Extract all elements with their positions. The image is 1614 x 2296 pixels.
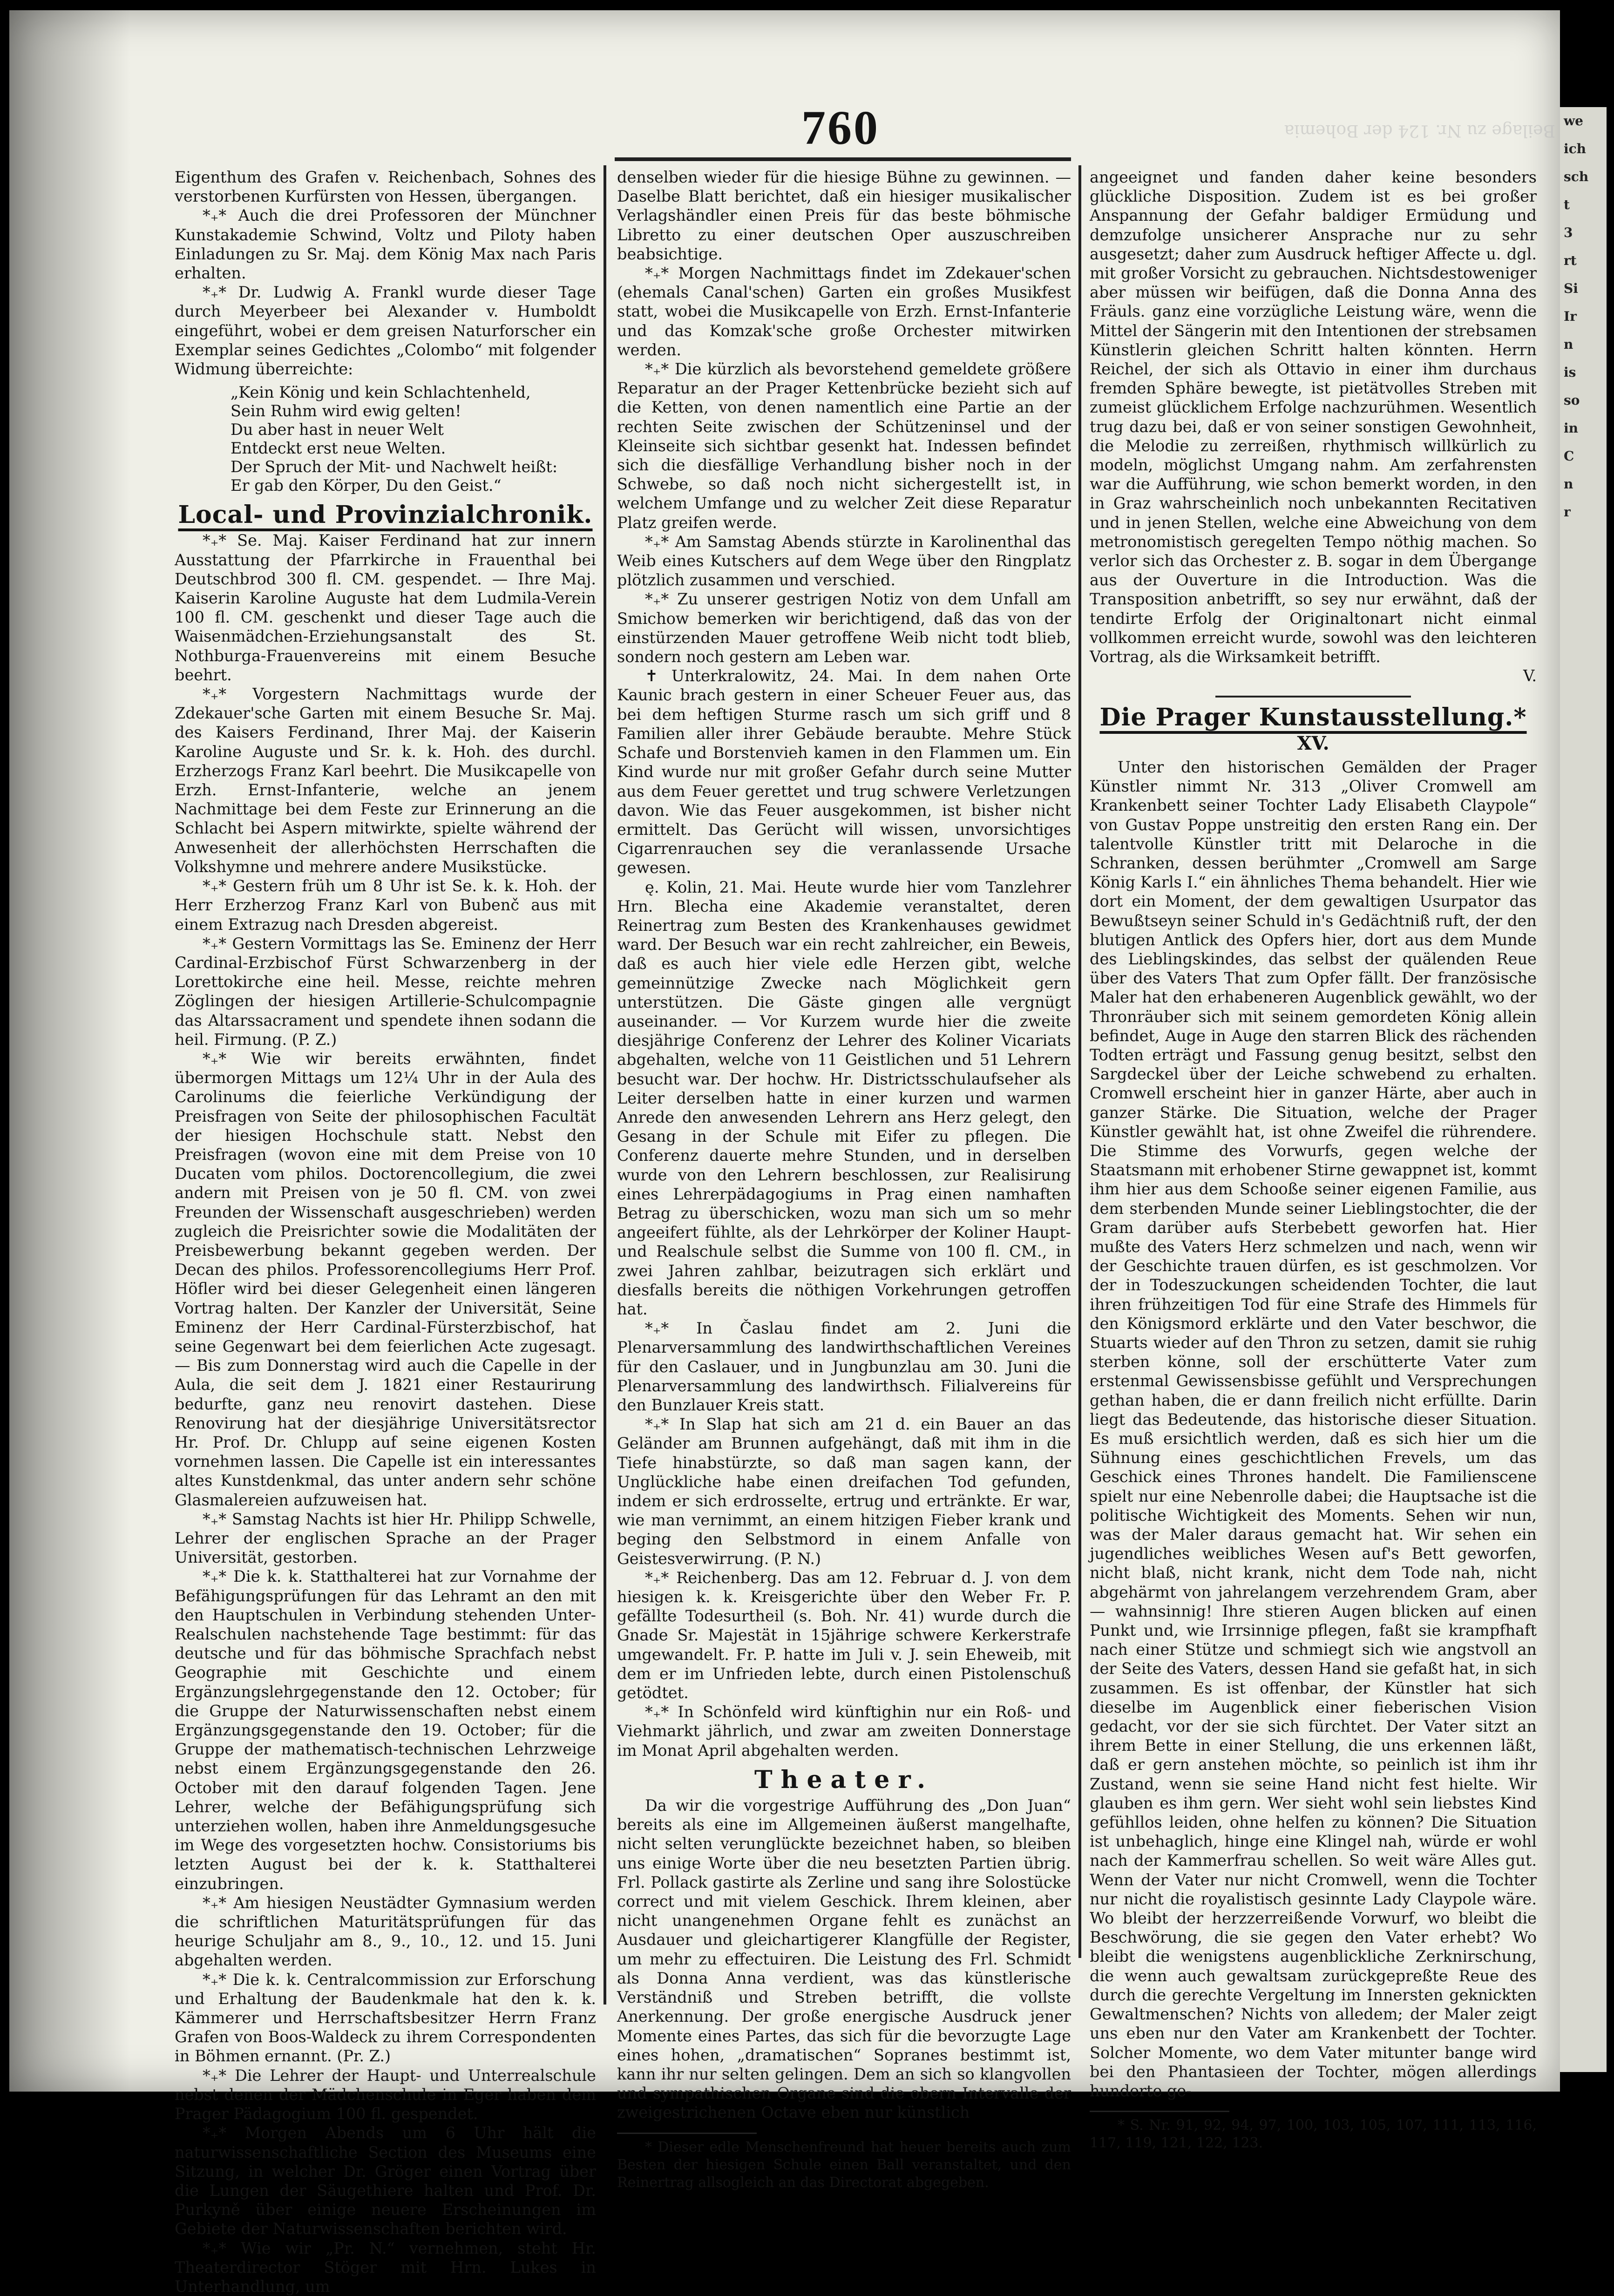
page-shadow (9, 10, 130, 2092)
article-paragraph: *₊* Se. Maj. Kaiser Ferdinand hat zur innern Ausstattung der Pfarrkirche in Frauenthal bei Deutschbrod 300 fl. CM. gespendet. — Ihre Maj. Kaiserin Karoline Auguste hat dem Ludmila-Verein 100 fl. CM. geschenkt und dieser Tage auch die Waisenmädchen-Erziehungsanstalt des St. Nothburga-Frauenvereins mit einem Besuche beehrt. (175, 531, 596, 684)
page-number: 760 (801, 101, 880, 155)
edge-fragment: r (1564, 504, 1571, 520)
article-paragraph: *₊* Gestern Vormittags las Se. Eminenz der Herr Cardinal-Erzbischof Fürst Schwarzenberg in der Lorettokirche eine heil. Messe, reichte mehren Zöglingen der hiesigen Artillerie-Schulcompagnie das Altarssacrament und spendete ihnen sodann die heil. Firmung. (P. Z.) (175, 934, 596, 1049)
footnote: * S. Nr. 91, 92, 94, 97, 100, 103, 105, 107, 111, 113, 116, 117, 119, 121, 122, 123. (1090, 2117, 1537, 2152)
section-heading: Local- und Provinzialchronik. (178, 501, 593, 529)
article-paragraph: *₊* Auch die drei Professoren der Münchner Kunstakademie Schwind, Voltz und Piloty haben Einladungen zu Sr. Maj. dem König Max nach Paris erhalten. (175, 206, 596, 283)
poem-line: Der Spruch der Mit- und Nachwelt heißt: (231, 458, 558, 476)
article-paragraph: *₊* Morgen Nachmittags findet im Zdekauer'schen (ehemals Canal'schen) Garten ein großes Musikfest statt, wobei die Musikcapelle von Erzh. Ernst-Infanterie und das Komzak'sche große Orchester mitwirken werden. (617, 264, 1071, 359)
edge-fragment: 3 (1564, 225, 1573, 240)
footnote: * Dieser edle Menschenfreund hat heuer bereits auch zum Besten der hiesigen Schule einen Ball veranstaltet, und den Reinertrag allsogleich an das Directorat abgegeben. (617, 2139, 1071, 2191)
article-paragraph: *₊* In Slap hat sich am 21 d. ein Bauer an das Geländer am Brunnen aufgehängt, daß mit ihm in die Tiefe hinabstürzte, so daß man sagen kann, der Unglückliche habe einen dreifachen Tod gefunden, indem er sich erdrosselte, ertrug und ertränkte. Er war, wie man vernimmt, an einem hitzigen Fieber krank und beging den Selbstmord in einem Anfalle von Geistesverwirrung. (P. N.) (617, 1415, 1071, 1568)
edge-fragment: C (1564, 448, 1574, 464)
article-paragraph: *₊* Die kürzlich als bevorstehend gemeldete größere Reparatur an der Prager Kettenbrücke bezieht sich auf die Ketten, von denen namentlich eine Partie an der rechten Seite zwischen der Schützeninsel und der Kleinseite sich sichtbar gesenkt hat. Indessen befindet sich die diesfällige Verhandlung bisher noch in der Schwebe, so daß noch nicht sichergestellt ist, in welchem Umfange und zu welcher Zeit diese Reparatur Platz greifen werde. (617, 360, 1071, 532)
article-paragraph: *₊* Am hiesigen Neustädter Gymnasium werden die schriftlichen Maturitätsprüfungen für das heurige Schuljahr am 8., 9., 10., 12. und 15. Juni abgehalten werden. (175, 1893, 596, 1970)
article-paragraph: *₊* Die k. k. Centralcommission zur Erforschung und Erhaltung der Baudenkmale hat den k. k. Kämmerer und Herrschaftsbesitzer Herrn Franz Grafen von Boos-Waldeck zu ihrem Correspondenten in Böhmen ernannt. (Pr. Z.) (175, 1970, 596, 2066)
article-paragraph: *₊* Morgen Abends um 6 Uhr hält die naturwissenschaftliche Section des Museums eine Sitzung, in welcher Dr. Gröger einen Vortrag über die Lungen der Säugethiere halten und Prof. Dr. Purkyně über einige neuere Erscheinungen im Gebiete der Naturwissenschaften berichten wird. (175, 2124, 596, 2238)
article-paragraph: Da wir die vorgestrige Aufführung des „Don Juan“ bereits als eine im Allgemeinen äußerst mangelhafte, nicht selten verunglückte bezeichnet haben, so bleiben uns einige Worte über die neu besetzten Partien übrig. Frl. Pollack gastirte als Zerline und sang ihre Solostücke correct und mit vielem Geschick. Ihrem kleinen, aber nicht unangenehmen Organe fehlt es zunächst an Ausdauer und gleichartigerer Klangfülle der Register, um mehr zu effectuiren. Die Leistung des Frl. Schmidt als Donna Anna verdient, was das künstlerische Verständniß und Streben betrifft, die vollste Anerkennung. Der große energische Ausdruck jener Momente eines Partes, das sich für die bevorzugte Lage eines hohen, „dramatischen“ Sopranes bestimmt ist, kann ihr nur selten gelingen. Dem an sich so klangvollen und sympathischen Organe sind die obern Intervalle der zweigestrichenen Octave eben nur künstlich (617, 1796, 1071, 2122)
article-paragraph: *₊* Samstag Nachts ist hier Hr. Philipp Schwelle, Lehrer der englischen Sprache an der Prager Universität, gestorben. (175, 1510, 596, 1567)
column-2 (617, 168, 1071, 2192)
edge-fragment: rt (1564, 253, 1577, 268)
edge-fragment: sch (1564, 169, 1589, 184)
column-divider (1078, 165, 1081, 1958)
edge-fragment: is (1564, 365, 1576, 380)
edge-fragment: t (1564, 197, 1570, 212)
edge-fragment: n (1564, 476, 1573, 492)
section-heading: Theater. (754, 1765, 934, 1794)
edge-fragment: we (1564, 113, 1583, 129)
next-page-edge (1560, 107, 1607, 2072)
column-3 (1090, 168, 1537, 2152)
article-paragraph: *₊* Die k. k. Statthalterei hat zur Vornahme der Befähigungsprüfungen für das Lehramt an den mit den Hauptschulen in Verbindung stehenden Unter-Realschulen nachstehende Tage bestimmt: für das deutsche und für das böhmische Sprachfach nebst Geographie mit Geschichte und einem Ergänzungslehrgegenstande den 12. October; für die Gruppe der Naturwissenschaften nebst einem Ergänzungsgegenstande den 19. October; für die Gruppe der mathematisch-technischen Lehrzweige nebst einem Ergänzungsgegenstande den 26. October mit den darauf folgenden Tagen. Jene Lehrer, welche der Befähigungsprüfung sich unterziehen wollen, haben ihre Anmeldungsgesuche im Wege des vorgesetzten hochw. Consistoriums bis letzten August bei der k. k. Statthalterei einzubringen. (175, 1567, 596, 1893)
article-paragraph: *₊* Gestern früh um 8 Uhr ist Se. k. k. Hoh. der Herr Erzherzog Franz Karl von Bubenč aus mit einem Extrazug nach Dresden abgereist. (175, 877, 596, 934)
article-paragraph: Unter den historischen Gemälden der Prager Künstler nimmt Nr. 313 „Oliver Cromwell am Krankenbett seiner Tochter Lady Elisabeth Claypole“ von Gustav Poppe unstreitig den ersten Rang ein. Der talentvolle Künstler tritt mit Delaroche in die Schranken, dessen berühmter „Cromwell am Sarge König Karls I.“ ein ähnliches Thema behandelt. Hier wie dort ein Moment, der dem gewaltigen Usurpator das Bewußtseyn seiner Schuld in's Gedächtniß ruft, der den blutigen Antlick des Opfers hier, dort aus dem Munde des Lieblingskindes, das selbst der quälenden Reue über des Vaters That zum Opfer fällt. Der französische Maler hat den erhabeneren Augenblick gewählt, wo der Thronräuber sich mit seinem gemordeten König allein befindet, Auge in Auge den starren Blick des rächenden Todten erträgt und Fassung genug besitzt, selbst den Sargdeckel über der Leiche schwebend zu erhalten. Cromwell erscheint hier in ganzer Härte, aber auch in ganzer Stärke. Die Situation, welche der Prager Künstler gewählt hat, ist ohne Zweifel die rührendere. Die Stimme des Vorwurfs, gegen welche der Staatsmann mit erhobener Stirne gewappnet ist, kommt ihm hier aus dem Schooße seiner eigenen Familie, aus dem sterbenden Munde seiner Lieblingstochter, die der Gram darüber aufs Sterbebett geworfen hat. Hier mußte des Vaters Herz schmelzen und nach, wenn wir der Geschichte trauen dürfen, es ist geschmolzen. Vor der in Todeszuckungen scheidenden Tochter, die laut ihren frühzeitigen Tod für eine Strafe des Himmels für den Königsmord erklärte und den Vater beschwor, die Stuarts wieder auf den Thron zu setzen, damit sie ruhig sterben könne, soll der erschütterte Vater zum erstenmal Gewissensbisse gefühlt und Versprechungen gethan haben, die er dann freilich nicht erfüllte. Darin liegt das Bedeutende, das historische dieser Situation. Es muß ersichtlich werden, daß es sich hier um die Sühnung eines geschichtlichen Frevels, um das Geschick eines Thrones handelt. Die Familienscene spielt nur eine Nebenrolle dabei; die Hauptsache ist die politische Wichtigkeit des Moments. Sehen wir nun, was der Maler daraus gemacht hat. Wir sehen ein jugendliches weibliches Wesen auf's Bett geworfen, nicht blaß, nicht krank, nicht dem Tode nah, nicht abgehärmt von jahrelangem verzehrendem Gram, aber — wahnsinnig! Ihre stieren Augen blicken auf einen Punkt und, wie Irrsinnige pflegen, faßt sie krampfhaft nach einer Stütze und schmiegt sich wie angstvoll an der Seite des Vaters, dessen Hand sie gefaßt hat, in sich zusammen. Es ist offenbar, der Künstler hat sich dieselbe im Augenblick einer fieberischen Vision gedacht, vor der sie sich fürchtet. Der Vater sitzt an ihrem Bette in einer Stellung, die uns erkennen läßt, daß er gern anstehen möchte, so peinlich ist ihm ihr Zustand, wenn sie seine Hand nicht fest hielte. Wir glauben es ihm gern. Wer sieht wohl sein liebstes Kind gefühllos leiden, ohne helfen zu können? Die Situation ist unbehaglich, hinge eine Klingel nah, würde er wohl nach der Kammerfrau schellen. So weit wäre Alles gut. Wenn der Vater nur nicht Cromwell, wenn die Tochter nur nicht die royalistisch gesinnte Lady Claypole wäre. Wo bleibt der herzzerreißende Vorwurf, wo bleibt die Beschwörung, die sie gegen den Vater erhebt? Wo bleibt die wenigstens augenblickliche Zerknirschung, die wenn auch gewaltsam zurückgepreßte Reue des durch die gerechte Vergeltung im Innersten geknickten Gewaltmenschen? Nichts von alledem; der Maler zeigt uns eben nur den Vater am Krankenbett der Tochter. Solcher Momente, wo dem Vater mitunter bange wird bei den Phantasieen der Tochter, mögen allerdings hunderte ge- (1090, 758, 1537, 2100)
poem-line: „Kein König und kein Schlachtenheld, (231, 383, 531, 402)
article-paragraph: denselben wieder für die hiesige Bühne zu gewinnen. — Daselbe Blatt berichtet, daß ein hiesiger musikalischer Verlagshändler einen Preis für das beste böhmische Libretto zu einer deutschen Oper auszuschreiben beabsichtige. (617, 168, 1071, 263)
edge-fragment: Ir (1564, 309, 1577, 324)
section-heading: Die Prager Kunstausstellung.* (1099, 703, 1527, 732)
poem-line: Er gab den Körper, Du den Geist.“ (231, 476, 502, 495)
article-paragraph: *₊* Vorgestern Nachmittags wurde der Zdekauer'sche Garten mit einem Besuche Sr. Maj. des Kaisers Ferdinand, Ihrer Maj. der Kaiserin Karoline Auguste und Sr. k. k. Hoh. des durchl. Erzherzogs Franz Karl beehrt. Die Musikcapelle von Erzh. Ernst-Infanterie, welche an jenem Nachmittage bei dem Feste zur Erinnerung an die Schlacht bei Aspern mitwirkte, spielte während der Anwesenheit der allerhöchsten Herrschaften die Volkshymne und mehrere andere Musikstücke. (175, 685, 596, 876)
edge-fragment: Si (1564, 281, 1578, 296)
edge-fragment: in (1564, 420, 1578, 436)
article-paragraph: *₊* Dr. Ludwig A. Frankl wurde dieser Tage durch Meyerbeer bei Alexander v. Humboldt eingeführt, wobei er dem greisen Naturforscher ein Exemplar seines Gedichtes „Colombo“ mit folgender Widmung überreichte: (175, 283, 596, 379)
poem-line: Du aber hast in neuer Welt (231, 420, 444, 439)
poem-line: Sein Ruhm wird ewig gelten! (231, 402, 461, 420)
article-paragraph: *₊* In Časlau findet am 2. Juni die Plenarversammlung des landwirthschaftlichen Vereines für den Caslauer, und in Jungbunzlau am 30. Juni die Plenarversammlung des landwirthsch. Filialvereins für den Bunzlauer Kreis statt. (617, 1319, 1071, 1414)
article-paragraph: *₊* Wie wir „Pr. N.“ vernehmen, steht Hr. Theaterdirector Stöger mit Hrn. Lukes in Unterhandlung, um (175, 2239, 596, 2296)
author-signature: V. (1523, 667, 1537, 685)
article-paragraph: *₊* Am Samstag Abends stürzte in Karolinenthal das Weib eines Kutschers auf dem Wege über den Ringplatz plötzlich zusammen und verschied. (617, 532, 1071, 589)
edge-fragment: so (1564, 393, 1580, 408)
footnote-rule (1090, 2111, 1229, 2112)
column-1 (175, 168, 596, 2296)
section-subheading: XV. (1297, 732, 1329, 754)
article-paragraph: *₊* Reichenberg. Das am 12. Februar d. J. von dem hiesigen k. k. Kreisgerichte über den Weber Fr. P. gefällte Todesurtheil (s. Boh. Nr. 41) wurde durch die Gnade Sr. Majestät in 15jährige schwere Kerkerstrafe umgewandelt. Fr. P. hatte im Juli v. J. sein Eheweib, mit dem er im Unfrieden lebte, durch einen Pistolenschuß getödtet. (617, 1568, 1071, 1702)
edge-fragment: n (1564, 337, 1573, 352)
section-separator (1215, 696, 1411, 698)
article-paragraph: *₊* Die Lehrer der Haupt- und Unterrealschule nebst denen der Mädchenschule in Eger haben dem Prager Pädagogium 100 fl. gespendet. (175, 2066, 596, 2123)
article-paragraph: Eigenthum des Grafen v. Reichenbach, Sohnes des verstorbenen Kurfürsten von Hessen, übergangen. (175, 168, 596, 206)
dedication-poem (231, 383, 596, 495)
article-paragraph: angeeignet und fanden daher keine besonders glückliche Disposition. Zudem ist es bei großer Anspannung der Gefahr baldiger Ermüdung und demzufolge unsicherer Ansprache nur zu sehr ausgesetzt; daher zum Ausdruck heftiger Affecte u. dgl. mit großer Vorsicht zu gebrauchen. Nichtsdestoweniger aber müssen wir beifügen, daß die Donna Anna des Fräuls. ganz eine vorzügliche Leistung wäre, wenn die Mittel der Sängerin mit den Intentionen der strebsamen Künstlerin gleichen Schritt halten könnten. Herrn Reichel, der sich als Ottavio in einer ihm durchaus fremden Sphäre bewegte, ist pietätvolles Streben mit zumeist glücklichem Erfolge nachzurühmen. Wesentlich trug dazu bei, daß er von seiner sonstigen Gewohnheit, die Melodie zu zerreißen, rhythmisch willkürlich zu modeln, möglichst Umgang nahm. Am zerfahrensten war die Aufführung, wie schon bemerkt worden, in den in Graz wahrscheinlich noch unbekannten Recitativen und in jenen Stellen, welche eine Abweichung von dem metronomistisch geregelten Tempo nöthig machen. So verlor sich das Orchester z. B. sogar in dem Übergange aus der Ouverture in die Introduction. Was die Transposition anbetrifft, so sey nur erwähnt, daß der tendirte Erfolg der Originaltonart nicht einmal vollkommen erreicht wurde, sowohl was den leichteren Vortrag, als die Wirksamkeit betrifft. (1090, 168, 1537, 666)
article-paragraph: ✝ Unterkralowitz, 24. Mai. In dem nahen Orte Kaunic brach gestern in einer Scheuer Feuer aus, das bei dem heftigen Sturme rasch um sich griff und 8 Familien aller ihrer Gebäude beraubte. Mehre Stück Schafe und Borstenvieh kamen in den Flammen um. Ein Kind wurde nur mit großer Gefahr durch seine Mutter aus dem Feuer gerettet und trug schwere Verletzungen davon. Wie das Feuer ausgekommen, ist bisher nicht ermittelt. Das Gerücht will wissen, unvorsichtiges Cigarrenrauchen sey die veranlassende Ursache gewesen. (617, 667, 1071, 877)
edge-fragment: ich (1564, 141, 1587, 156)
article-paragraph: *₊* Zu unserer gestrigen Notiz von dem Unfall am Smichow bemerken wir berichtigend, daß das von der einstürzenden Mauer getroffene Weib nicht todt blieb, sondern noch gestern am Leben war. (617, 590, 1071, 666)
column-divider (604, 165, 606, 2005)
show-through-text: Beilage zu Nr. 124 der Bohemia (1284, 121, 1555, 140)
article-paragraph: *₊* In Schönfeld wird künftighin nur ein Roß- und Viehmarkt jährlich, und zwar am zweiten Donnerstage im Monat April abgehalten werden. (617, 1703, 1071, 1760)
header-rule (615, 157, 1071, 161)
article-paragraph: ę. Kolin, 21. Mai. Heute wurde hier vom Tanzlehrer Hrn. Blecha eine Akademie veranstaltet, deren Reinertrag zum Besten des Krankenhauses gewidmet ward. Der Besuch war ein recht zahlreicher, ein Beweis, daß es auch hier viele edle Herzen gibt, welche gemeinnützige Zwecke nach Möglichkeit gern unterstützen. Die Gäste gingen alle vergnügt auseinander. — Vor Kurzem wurde hier die zweite diesjährige Conferenz der Lehrer des Koliner Vicariats abgehalten, welche von 11 Geistlichen und 51 Lehrern besucht war. Der hochw. Hr. Districtsschulaufseher als Leiter derselben hatte in einer kurzen und warmen Anrede den anwesenden Lehrern ans Herz gelegt, den Gesang in der Schule mit Eifer zu pflegen. Die Conferenz dauerte mehre Stunden, und in derselben wurde von den Lehrern beschlossen, zur Realisirung eines Lehrerpädagogiums in Prag einen namhaften Betrag zu überschicken, wozu man sich um so mehr angeeifert fühlte, als der Lehrkörper der Koliner Haupt- und Realschule selbst die Summe von 100 fl. CM., in zwei Jahren zahlbar, beizutragen sich erklärt und diesfalls bereits die nöthigen Vorkehrungen getroffen hat. (617, 878, 1071, 1318)
footnote-rule (617, 2133, 757, 2134)
article-paragraph: *₊* Wie wir bereits erwähnten, findet übermorgen Mittags um 12¼ Uhr in der Aula des Carolinums die feierliche Verkündigung der Preisfragen von Seite der philosophischen Facultät der hiesigen Hochschule statt. Nebst den Preisfragen (wovon eine mit dem Preise von 10 Ducaten vom philos. Doctorencollegium, die zwei andern mit Preisen von je 50 fl. CM. von zwei Freunden der Wissenschaft ausgeschrieben) werden zugleich die Preisrichter sowie die Modalitäten der Preisbewerbung bekannt gegeben werden. Der Decan des philos. Professorencollegiums Herr Prof. Höfler wird bei dieser Gelegenheit einen längeren Vortrag halten. Der Kanzler der Universität, Seine Eminenz der Herr Cardinal-Fürsterzbischof, hat seine Gegenwart bei dem feierlichen Acte zugesagt. — Bis zum Donnerstag wird auch die Capelle in der Aula, die seit dem J. 1821 einer Restaurirung bedurfte, ganz neu renovirt dastehen. Diese Renovirung hat der diesjährige Universitätsrector Hr. Prof. Dr. Chlupp auf seine eigenen Kosten vornehmen lassen. Die Capelle ist ein interessantes altes Kunstdenkmal, das unter andern sehr schöne Glasmalereien aufzuweisen hat. (175, 1049, 596, 1509)
poem-line: Entdeckt erst neue Welten. (231, 439, 446, 458)
